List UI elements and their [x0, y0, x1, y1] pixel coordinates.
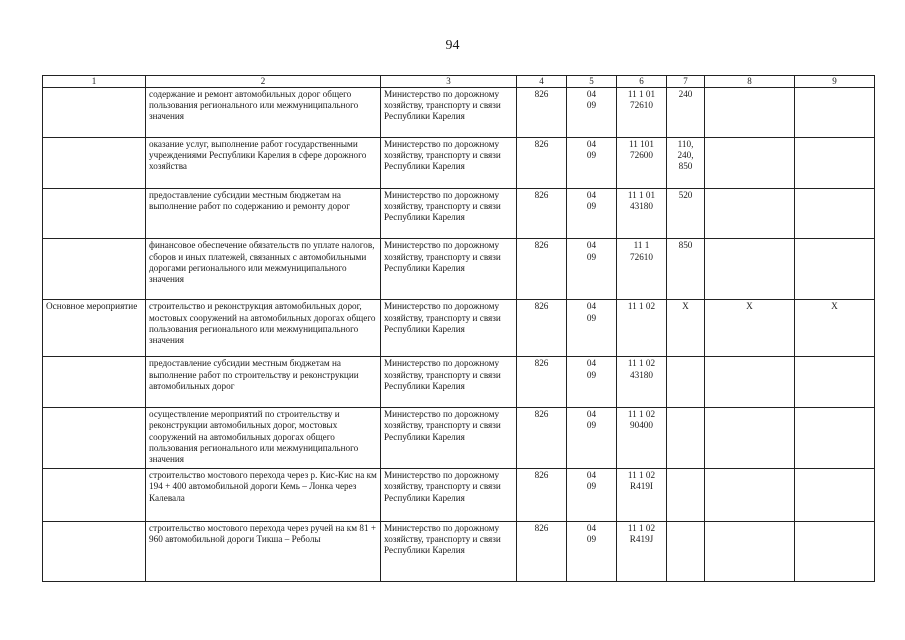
- column-9-cell: [795, 357, 875, 408]
- event-type-cell: [43, 188, 146, 239]
- column-8-cell: [705, 188, 795, 239]
- section-code-cell: [567, 88, 617, 138]
- column-9-cell: [795, 469, 875, 522]
- target-code-cell-line: R419I: [630, 481, 653, 492]
- table-row: [43, 239, 875, 300]
- section-code-cell: [567, 239, 617, 300]
- target-code-cell-line: 11 1 02: [627, 301, 656, 312]
- table-row: [43, 137, 875, 188]
- expense-type-cell-line: 520: [678, 189, 693, 200]
- column-header: 6: [617, 76, 667, 88]
- target-code-cell: [617, 88, 667, 138]
- expense-type-cell-line: 850: [678, 161, 693, 172]
- column-header: 2: [146, 76, 381, 88]
- description-cell: строительство и реконструкция автомобильных дорог, мостовых сооружений на автомобильных дорогах общего пользования регионального или межмуниципального значения: [146, 300, 381, 357]
- expense-type-cell: [667, 300, 705, 357]
- section-code-cell-line: 04: [586, 409, 597, 420]
- expense-type-cell-line: 240,: [677, 150, 694, 161]
- section-code-cell-line: 04: [586, 189, 597, 200]
- column-9-cell: [795, 88, 875, 138]
- target-code-cell: [617, 357, 667, 408]
- section-code-cell-line: 09: [586, 534, 597, 545]
- table-row: [43, 521, 875, 581]
- section-code-cell-line: 04: [586, 470, 597, 481]
- section-code-cell: [567, 300, 617, 357]
- code-826-cell: 826: [517, 188, 567, 239]
- ministry-cell: Министерство по дорожному хозяйству, транспорту и связи Республики Карелия: [381, 88, 517, 138]
- section-code-cell: [567, 408, 617, 469]
- column-header: 4: [517, 76, 567, 88]
- header-row: [43, 76, 875, 88]
- expense-type-cell: [667, 408, 705, 469]
- column-9-cell: [795, 521, 875, 581]
- description-cell: содержание и ремонт автомобильных дорог общего пользования регионального или межмуниципального значения: [146, 88, 381, 138]
- column-8-cell: [705, 521, 795, 581]
- section-code-cell: [567, 521, 617, 581]
- expense-type-cell: [667, 239, 705, 300]
- expense-type-cell: [667, 188, 705, 239]
- target-code-cell-line: 72610: [630, 100, 653, 111]
- code-826-cell: 826: [517, 469, 567, 522]
- description-cell: осуществление мероприятий по строительству и реконструкции автомобильных дорог, мостовых сооружений на автомобильных дорогах общего пользования регионального или межмуниципального значения: [146, 408, 381, 469]
- description-cell: предоставление субсидии местным бюджетам на выполнение работ по строительству и реконструкции автомобильных дорог: [146, 357, 381, 408]
- target-code-cell: [617, 408, 667, 469]
- section-code-cell-line: 09: [586, 420, 597, 431]
- column-8-cell: [705, 88, 795, 138]
- target-code-cell: [617, 137, 667, 188]
- ministry-cell: Министерство по дорожному хозяйству, транспорту и связи Республики Карелия: [381, 188, 517, 239]
- target-code-cell: [617, 300, 667, 357]
- code-826-cell: 826: [517, 521, 567, 581]
- column-8-cell: [705, 408, 795, 469]
- ministry-cell: Министерство по дорожному хозяйству, транспорту и связи Республики Карелия: [381, 357, 517, 408]
- expense-type-cell-line: Х: [682, 301, 689, 312]
- column-8-cell: [705, 357, 795, 408]
- target-code-cell-line: 11 1 02: [627, 358, 656, 369]
- expense-type-cell: [667, 357, 705, 408]
- section-code-cell-line: 09: [586, 200, 597, 211]
- section-code-cell-line: 04: [586, 301, 597, 312]
- ministry-cell: Министерство по дорожному хозяйству, транспорту и связи Республики Карелия: [381, 469, 517, 522]
- target-code-cell-line: 11 1 01: [627, 189, 656, 200]
- target-code-cell-line: 11 1 02: [627, 409, 656, 420]
- section-code-cell-line: 04: [586, 89, 597, 99]
- table-row: [43, 408, 875, 469]
- section-code-cell-line: 04: [586, 240, 597, 251]
- column-9-cell: [795, 137, 875, 188]
- section-code-cell-line: 09: [586, 251, 597, 262]
- section-code-cell-line: 04: [586, 358, 597, 369]
- target-code-cell-line: 72600: [630, 150, 653, 161]
- target-code-cell-line: 11 1 01: [627, 89, 656, 99]
- column-9-cell: [795, 408, 875, 469]
- description-cell: финансовое обеспечение обязательств по уплате налогов, сборов и иных платежей, связанных с автомобильными дорогами регионального или межмуниципального значения: [146, 239, 381, 300]
- target-code-cell-line: 43180: [630, 200, 653, 211]
- section-code-cell-line: 09: [586, 369, 597, 380]
- ministry-cell: Министерство по дорожному хозяйству, транспорту и связи Республики Карелия: [381, 137, 517, 188]
- description-cell: строительство мостового перехода через р. Кис-Кис на км 194 + 400 автомобильной дороги Кемь – Лонка через Калевала: [146, 469, 381, 522]
- event-type-cell: [43, 357, 146, 408]
- table-row: [43, 357, 875, 408]
- ministry-cell: Министерство по дорожному хозяйству, транспорту и связи Республики Карелия: [381, 521, 517, 581]
- target-code-cell: [617, 469, 667, 522]
- section-code-cell: [567, 357, 617, 408]
- table-row: [43, 300, 875, 357]
- column-8-cell: Х: [705, 300, 795, 357]
- ministry-cell: Министерство по дорожному хозяйству, транспорту и связи Республики Карелия: [381, 300, 517, 357]
- column-header: 5: [567, 76, 617, 88]
- column-8-cell: [705, 469, 795, 522]
- code-826-cell: 826: [517, 408, 567, 469]
- section-code-cell: [567, 188, 617, 239]
- table-row: [43, 469, 875, 522]
- target-code-cell: [617, 188, 667, 239]
- ministry-cell: Министерство по дорожному хозяйству, транспорту и связи Республики Карелия: [381, 408, 517, 469]
- expense-type-cell: [667, 521, 705, 581]
- expense-type-cell: [667, 88, 705, 138]
- target-code-cell-line: 72610: [630, 251, 653, 262]
- code-826-cell: 826: [517, 357, 567, 408]
- target-code-cell-line: 43180: [630, 369, 653, 380]
- target-code-cell-line: 11 1 02: [627, 470, 656, 481]
- target-code-cell-line: 90400: [630, 420, 653, 431]
- section-code-cell: [567, 469, 617, 522]
- ministry-cell: Министерство по дорожному хозяйству, транспорту и связи Республики Карелия: [381, 239, 517, 300]
- description-cell: оказание услуг, выполнение работ государственными учреждениями Республики Карелия в сфере дорожного хозяйства: [146, 137, 381, 188]
- column-header: 1: [43, 76, 146, 88]
- code-826-cell: 826: [517, 239, 567, 300]
- code-826-cell: 826: [517, 88, 567, 138]
- event-type-cell: Основное мероприятие: [43, 300, 146, 357]
- target-code-cell: [617, 521, 667, 581]
- column-9-cell: Х: [795, 300, 875, 357]
- section-code-cell-line: 09: [586, 481, 597, 492]
- expense-type-cell: [667, 137, 705, 188]
- section-code-cell-line: 09: [586, 100, 597, 111]
- target-code-cell-line: 11 1: [633, 240, 650, 251]
- event-type-cell: [43, 521, 146, 581]
- column-9-cell: [795, 188, 875, 239]
- section-code-cell-line: 09: [586, 312, 597, 323]
- target-code-cell-line: 11 1 02: [627, 522, 656, 533]
- section-code-cell-line: 04: [586, 522, 597, 533]
- code-826-cell: 826: [517, 137, 567, 188]
- event-type-cell: [43, 88, 146, 138]
- section-code-cell-line: 04: [586, 138, 597, 149]
- column-header: 7: [667, 76, 705, 88]
- column-9-cell: [795, 239, 875, 300]
- event-type-cell: [43, 408, 146, 469]
- page-number: 94: [445, 38, 460, 53]
- expense-type-cell-line: 110,: [677, 138, 694, 149]
- code-826-cell: 826: [517, 300, 567, 357]
- expense-type-cell-line: 240: [678, 89, 693, 99]
- target-code-cell-line: R419J: [629, 534, 654, 545]
- section-code-cell-line: 09: [586, 150, 597, 161]
- column-header: 3: [381, 76, 517, 88]
- section-code-cell: [567, 137, 617, 188]
- target-code-cell-line: 11 101: [629, 138, 654, 149]
- column-8-cell: [705, 137, 795, 188]
- column-header: 8: [705, 76, 795, 88]
- event-type-cell: [43, 239, 146, 300]
- table-row: [43, 188, 875, 239]
- expense-type-cell: [667, 469, 705, 522]
- column-header: 9: [795, 76, 875, 88]
- target-code-cell: [617, 239, 667, 300]
- table-row: [43, 88, 875, 138]
- description-cell: предоставление субсидии местным бюджетам на выполнение работ по содержанию и ремонту дорог: [146, 188, 381, 239]
- event-type-cell: [43, 469, 146, 522]
- description-cell: строительство мостового перехода через ручей на км 81 + 960 автомобильной дороги Тикша – Реболы: [146, 521, 381, 581]
- budget-table: [42, 75, 875, 582]
- column-8-cell: [705, 239, 795, 300]
- event-type-cell: [43, 137, 146, 188]
- expense-type-cell-line: 850: [678, 240, 693, 251]
